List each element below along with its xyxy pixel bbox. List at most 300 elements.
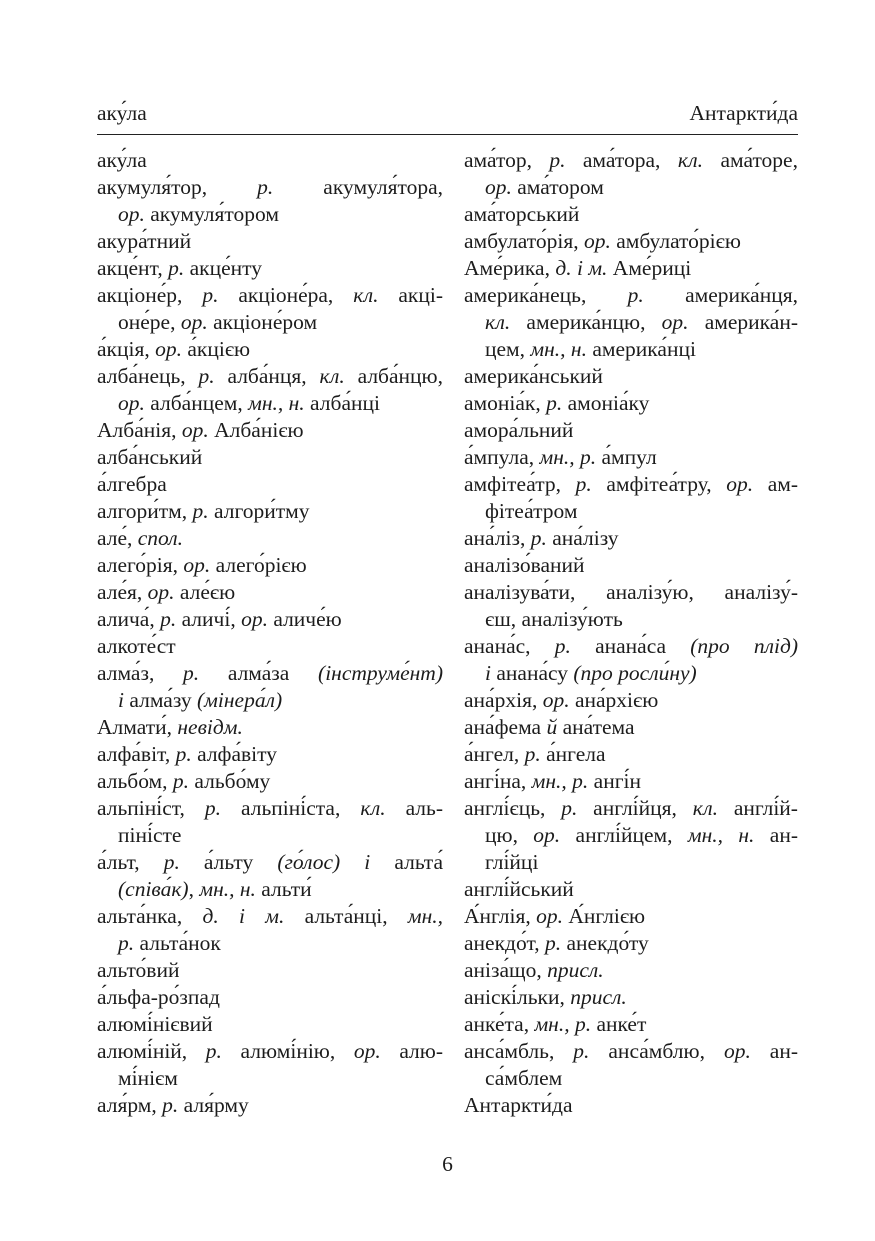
dictionary-entry bbox=[97, 255, 443, 282]
grammar-label: (про росли́ну) bbox=[573, 661, 697, 685]
text-run: а́кція, bbox=[97, 337, 156, 361]
text-run: альта́нок bbox=[134, 931, 221, 955]
grammar-label: р. bbox=[162, 1093, 179, 1117]
entry-line bbox=[464, 282, 798, 309]
dictionary-entry bbox=[464, 633, 798, 687]
text-run: аля́рм, bbox=[97, 1093, 163, 1117]
dictionary-entry bbox=[97, 174, 443, 228]
grammar-label: ор. bbox=[183, 553, 211, 577]
entry-line bbox=[97, 876, 443, 903]
text-run: , bbox=[188, 877, 200, 901]
text-run: алма́за bbox=[199, 661, 319, 685]
text-run: алгори́тм, bbox=[97, 499, 193, 523]
entry-line bbox=[97, 174, 443, 201]
grammar-label: кл. bbox=[319, 364, 345, 388]
dictionary-entry bbox=[464, 525, 798, 552]
text-run: акце́нту bbox=[184, 256, 262, 280]
text-run: аніскі́льки, bbox=[464, 985, 571, 1009]
grammar-label: мн., bbox=[407, 904, 444, 928]
grammar-label: присл. bbox=[547, 958, 604, 982]
text-run: аналізо́ваний bbox=[464, 553, 585, 577]
text-run: альпіні́ст, bbox=[97, 796, 205, 820]
text-run: а́лгебра bbox=[97, 472, 167, 496]
entry-line bbox=[97, 525, 443, 552]
dictionary-entry bbox=[464, 768, 798, 795]
entry-line bbox=[97, 1092, 443, 1119]
grammar-label: р. bbox=[168, 256, 185, 280]
grammar-label: ор. bbox=[726, 472, 754, 496]
dictionary-entry bbox=[97, 282, 443, 336]
grammar-label: (про плід) bbox=[690, 634, 798, 658]
text-run: акце́нт, bbox=[97, 256, 169, 280]
dictionary-entry bbox=[97, 795, 443, 849]
text-run: аку́ла bbox=[97, 148, 147, 172]
dictionary-entry bbox=[464, 552, 798, 579]
grammar-label: ор. bbox=[536, 904, 563, 928]
text-run: аналізува́ти, аналізу́ю, аналізу́- bbox=[464, 580, 798, 604]
dictionary-entry bbox=[97, 525, 443, 552]
text-run: ам- bbox=[753, 472, 798, 496]
text-run: амора́льний bbox=[464, 418, 574, 442]
entry-line bbox=[464, 795, 798, 822]
header-rule bbox=[97, 134, 798, 135]
grammar-label: і bbox=[364, 850, 371, 874]
grammar-label: ор. bbox=[353, 1039, 381, 1063]
grammar-label: мн., р. bbox=[531, 769, 589, 793]
entry-line bbox=[464, 1038, 798, 1065]
entry-line bbox=[97, 930, 443, 957]
grammar-label: ор. bbox=[118, 202, 145, 226]
grammar-label: р. bbox=[160, 607, 177, 631]
grammar-label: р. bbox=[198, 364, 215, 388]
text-run: алю- bbox=[380, 1039, 443, 1063]
text-run: мі́нієм bbox=[118, 1066, 178, 1090]
dictionary-entry bbox=[464, 228, 798, 255]
grammar-label: р. bbox=[627, 283, 644, 307]
dictionary-entry bbox=[97, 471, 443, 498]
text-run: Аме́риці bbox=[607, 256, 692, 280]
entry-line bbox=[464, 363, 798, 390]
grammar-label: ор. bbox=[181, 418, 209, 442]
entry-line bbox=[97, 147, 443, 174]
text-run: ама́тором bbox=[511, 175, 604, 199]
text-run: алкоте́ст bbox=[97, 634, 176, 658]
text-run: акумуля́тором bbox=[144, 202, 279, 226]
text-run: Аме́рика, bbox=[464, 256, 556, 280]
text-run: оне́ре, bbox=[118, 310, 181, 334]
grammar-label: кл. bbox=[692, 796, 718, 820]
entry-line bbox=[97, 1065, 443, 1092]
dictionary-entry bbox=[464, 390, 798, 417]
grammar-label: р. bbox=[546, 391, 563, 415]
text-run: акумуля́тора, bbox=[273, 175, 443, 199]
text-run: піні́сте bbox=[118, 823, 182, 847]
dictionary-entry bbox=[97, 606, 443, 633]
grammar-label: і bbox=[118, 688, 124, 712]
dictionary-entry bbox=[97, 498, 443, 525]
dictionary-entry bbox=[464, 714, 798, 741]
entry-line bbox=[464, 876, 798, 903]
entry-line bbox=[97, 255, 443, 282]
entry-line bbox=[464, 309, 798, 336]
text-run: аніза́що, bbox=[464, 958, 548, 982]
entry-line bbox=[97, 741, 443, 768]
entry-line bbox=[97, 390, 443, 417]
dictionary-entry bbox=[464, 687, 798, 714]
text-run bbox=[340, 850, 364, 874]
dictionary-entry bbox=[97, 147, 443, 174]
dictionary-entry bbox=[464, 1092, 798, 1119]
dictionary-entry bbox=[464, 255, 798, 282]
entry-line bbox=[97, 1011, 443, 1038]
entry-line bbox=[97, 984, 443, 1011]
entry-line bbox=[97, 444, 443, 471]
grammar-label: ор. bbox=[533, 823, 561, 847]
text-run: цем, bbox=[485, 337, 531, 361]
page-number: 6 bbox=[442, 1152, 453, 1176]
text-run: аль- bbox=[385, 796, 443, 820]
text-run: ама́торе, bbox=[703, 148, 798, 172]
text-run: алба́нський bbox=[97, 445, 203, 469]
entry-line bbox=[97, 606, 443, 633]
entry-line bbox=[464, 714, 798, 741]
grammar-label: (інструме́нт) bbox=[318, 661, 443, 685]
grammar-label: мн., н. bbox=[199, 877, 256, 901]
entry-line bbox=[464, 1092, 798, 1119]
text-run: а́нгел, bbox=[464, 742, 525, 766]
dictionary-entry bbox=[464, 147, 798, 201]
text-run: альти́ bbox=[255, 877, 312, 901]
entry-line bbox=[97, 363, 443, 390]
grammar-label: ор. bbox=[584, 229, 611, 253]
text-run: анса́мбль, bbox=[464, 1039, 574, 1063]
entry-line bbox=[97, 795, 443, 822]
entry-line bbox=[97, 849, 443, 876]
dictionary-entry bbox=[464, 957, 798, 984]
text-run: ама́тора, bbox=[565, 148, 678, 172]
text-run: са́мблем bbox=[485, 1066, 563, 1090]
grammar-label: р. bbox=[530, 526, 547, 550]
dictionary-entry bbox=[464, 1011, 798, 1038]
text-run: алюмі́нієвий bbox=[97, 1012, 213, 1036]
text-run: а́нгела bbox=[540, 742, 606, 766]
text-run: англі́йцем, bbox=[560, 823, 688, 847]
text-run: америка́нець, bbox=[464, 283, 628, 307]
dictionary-entry bbox=[464, 795, 798, 876]
entry-line bbox=[464, 822, 798, 849]
grammar-label: кл. bbox=[485, 310, 511, 334]
grammar-label: ор. bbox=[118, 391, 145, 415]
entry-line bbox=[97, 228, 443, 255]
text-run: А́нглія, bbox=[464, 904, 537, 928]
text-run: алба́нець, bbox=[97, 364, 199, 388]
text-run: акціоне́р, bbox=[97, 283, 203, 307]
entry-line bbox=[97, 336, 443, 363]
dictionary-entry bbox=[97, 660, 443, 714]
text-run: а́льфа-ро́зпад bbox=[97, 985, 220, 1009]
dictionary-entry bbox=[97, 741, 443, 768]
dictionary-entry bbox=[464, 201, 798, 228]
text-run: алюмі́ній, bbox=[97, 1039, 206, 1063]
grammar-label: ор. bbox=[485, 175, 512, 199]
text-run: а́мпул bbox=[596, 445, 657, 469]
entry-line bbox=[97, 660, 443, 687]
entry-line bbox=[464, 471, 798, 498]
dictionary-entry bbox=[97, 714, 443, 741]
dictionary-entry bbox=[464, 876, 798, 903]
dictionary-entry bbox=[97, 984, 443, 1011]
grammar-label: р. bbox=[163, 850, 180, 874]
text-run: англі́й- bbox=[718, 796, 798, 820]
text-run: алича́, bbox=[97, 607, 161, 631]
text-run: анса́мблю, bbox=[589, 1039, 724, 1063]
entry-line bbox=[464, 1065, 798, 1092]
grammar-label: кл. bbox=[360, 796, 386, 820]
entry-line bbox=[464, 255, 798, 282]
text-run: алгори́тму bbox=[208, 499, 310, 523]
dictionary-body bbox=[97, 147, 798, 1119]
text-run: ама́торський bbox=[464, 202, 580, 226]
text-run: але́єю bbox=[174, 580, 236, 604]
grammar-label: (співа́к) bbox=[118, 877, 189, 901]
dictionary-entry bbox=[97, 633, 443, 660]
text-run: ама́тор, bbox=[464, 148, 550, 172]
text-run: анекдо́т, bbox=[464, 931, 545, 955]
grammar-label: р. bbox=[554, 634, 571, 658]
entry-line bbox=[464, 201, 798, 228]
text-run: а́кцією bbox=[181, 337, 251, 361]
dictionary-entry bbox=[97, 1092, 443, 1119]
entry-line bbox=[97, 714, 443, 741]
grammar-label: р. bbox=[524, 742, 541, 766]
text-run: алба́нцю, bbox=[344, 364, 443, 388]
grammar-label: кл. bbox=[353, 283, 379, 307]
text-run: Алмати́, bbox=[97, 715, 178, 739]
dictionary-entry bbox=[464, 930, 798, 957]
text-run: альто́вий bbox=[97, 958, 180, 982]
grammar-label: невідм. bbox=[177, 715, 243, 739]
dictionary-entry bbox=[464, 363, 798, 390]
text-run: анке́т bbox=[591, 1012, 647, 1036]
entry-line bbox=[464, 633, 798, 660]
entry-line bbox=[464, 417, 798, 444]
text-run: аличі́, bbox=[176, 607, 242, 631]
grammar-label: (мінера́л) bbox=[197, 688, 283, 712]
text-run: альбо́м, bbox=[97, 769, 173, 793]
grammar-label: д. і м. bbox=[202, 904, 285, 928]
text-run: акці- bbox=[378, 283, 443, 307]
dictionary-entry bbox=[464, 984, 798, 1011]
dictionary-entry bbox=[464, 417, 798, 444]
dictionary-entry bbox=[464, 579, 798, 633]
text-run: анана́са bbox=[570, 634, 691, 658]
dictionary-entry bbox=[464, 282, 798, 363]
entry-line bbox=[464, 903, 798, 930]
grammar-label: мн., р. bbox=[539, 445, 597, 469]
text-run: альта́нці, bbox=[284, 904, 408, 928]
grammar-label: р. bbox=[575, 472, 592, 496]
entry-line bbox=[464, 525, 798, 552]
text-run: ана́лізу bbox=[546, 526, 619, 550]
dictionary-entry bbox=[97, 903, 443, 957]
dictionary-entry bbox=[97, 363, 443, 417]
entry-line bbox=[464, 579, 798, 606]
text-run: акціоне́ра, bbox=[218, 283, 354, 307]
text-run: а́мпула, bbox=[464, 445, 540, 469]
entry-line bbox=[97, 471, 443, 498]
entry-line bbox=[97, 282, 443, 309]
grammar-label: д. і м. bbox=[555, 256, 608, 280]
grammar-label: спол. bbox=[137, 526, 184, 550]
text-run: акціоне́ром bbox=[207, 310, 318, 334]
grammar-label: ор. bbox=[180, 310, 208, 334]
text-run: ан- bbox=[750, 1039, 798, 1063]
entry-line bbox=[97, 822, 443, 849]
dictionary-entry bbox=[464, 444, 798, 471]
dictionary-entry bbox=[97, 228, 443, 255]
text-run: алма́зу bbox=[123, 688, 197, 712]
dictionary-entry bbox=[97, 849, 443, 903]
text-run: альпіні́ста, bbox=[221, 796, 361, 820]
text-run: а́льт, bbox=[97, 850, 164, 874]
dictionary-entry bbox=[464, 741, 798, 768]
text-run: фітеа́тром bbox=[485, 499, 578, 523]
grammar-label: мн., н. bbox=[687, 823, 755, 847]
dictionary-entry bbox=[97, 1011, 443, 1038]
dictionary-entry bbox=[97, 444, 443, 471]
entry-line bbox=[464, 660, 798, 687]
dictionary-entry bbox=[97, 552, 443, 579]
text-run: алма́з, bbox=[97, 661, 184, 685]
text-run: америка́нця, bbox=[643, 283, 798, 307]
text-run: ана́рхія, bbox=[464, 688, 543, 712]
text-run: єш, аналізу́ють bbox=[485, 607, 623, 631]
dictionary-entry bbox=[464, 471, 798, 525]
grammar-label: р. bbox=[118, 931, 135, 955]
text-run: америка́нці bbox=[586, 337, 696, 361]
running-head-right-word: Антаркти́да bbox=[689, 101, 798, 125]
dictionary-entry bbox=[97, 768, 443, 795]
dictionary-entry bbox=[97, 579, 443, 606]
column-left bbox=[97, 147, 443, 1119]
entry-line bbox=[97, 1038, 443, 1065]
grammar-label: ор. bbox=[241, 607, 268, 631]
dictionary-entry bbox=[464, 1038, 798, 1092]
text-run: ан- bbox=[754, 823, 798, 847]
entry-line bbox=[464, 930, 798, 957]
grammar-label: ор. bbox=[661, 310, 689, 334]
text-run: америка́нцю, bbox=[510, 310, 662, 334]
text-run: алфа́віт, bbox=[97, 742, 176, 766]
grammar-label: (го́лос) bbox=[277, 850, 341, 874]
grammar-label: р. bbox=[549, 148, 566, 172]
text-run: амоніа́ку bbox=[562, 391, 650, 415]
entry-line bbox=[97, 552, 443, 579]
grammar-label: р. bbox=[561, 796, 578, 820]
text-run: а́льту bbox=[179, 850, 278, 874]
entry-line bbox=[464, 741, 798, 768]
text-run: акура́тний bbox=[97, 229, 192, 253]
entry-line bbox=[97, 498, 443, 525]
text-run: ана́рхією bbox=[569, 688, 659, 712]
grammar-label: мн., н. bbox=[248, 391, 305, 415]
text-run: ангі́на, bbox=[464, 769, 532, 793]
entry-line bbox=[97, 309, 443, 336]
entry-line bbox=[464, 1011, 798, 1038]
dictionary-entry bbox=[97, 957, 443, 984]
text-run: алба́нці bbox=[304, 391, 380, 415]
entry-line bbox=[97, 201, 443, 228]
entry-line bbox=[97, 633, 443, 660]
text-run: алба́нця, bbox=[214, 364, 320, 388]
text-run: альбо́му bbox=[189, 769, 271, 793]
entry-line bbox=[464, 687, 798, 714]
dictionary-entry bbox=[464, 903, 798, 930]
text-run: англі́йський bbox=[464, 877, 574, 901]
grammar-label: р. bbox=[172, 769, 190, 793]
entry-line bbox=[97, 417, 443, 444]
text-run: ангі́н bbox=[588, 769, 642, 793]
grammar-label: р. bbox=[183, 661, 200, 685]
grammar-label: ор. bbox=[723, 1039, 751, 1063]
text-run: амбулато́рією bbox=[610, 229, 741, 253]
text-run: Алба́нія, bbox=[97, 418, 182, 442]
text-run: але́я, bbox=[97, 580, 148, 604]
running-head bbox=[97, 101, 798, 125]
text-run: аличе́ю bbox=[267, 607, 342, 631]
grammar-label: кл. bbox=[677, 148, 704, 172]
text-run: альта́ bbox=[370, 850, 444, 874]
text-run: аля́рму bbox=[178, 1093, 249, 1117]
text-run: амфітеа́тру, bbox=[591, 472, 727, 496]
entry-line bbox=[464, 228, 798, 255]
grammar-label: р. bbox=[257, 175, 274, 199]
entry-line bbox=[464, 336, 798, 363]
entry-line bbox=[464, 174, 798, 201]
text-run: анке́та, bbox=[464, 1012, 535, 1036]
text-run: алфа́віту bbox=[191, 742, 278, 766]
grammar-label: ор. bbox=[542, 688, 570, 712]
entry-line bbox=[464, 444, 798, 471]
text-run: акумуля́тор, bbox=[97, 175, 258, 199]
entry-line bbox=[464, 552, 798, 579]
text-run: америка́н- bbox=[688, 310, 798, 334]
grammar-label: р. bbox=[205, 1039, 222, 1063]
text-run: але́, bbox=[97, 526, 138, 550]
grammar-label: р. bbox=[175, 742, 192, 766]
text-run: анекдо́ту bbox=[561, 931, 649, 955]
page-footer bbox=[97, 1152, 798, 1177]
text-run: анана́су bbox=[490, 661, 574, 685]
entry-line bbox=[464, 849, 798, 876]
text-run: америка́нський bbox=[464, 364, 603, 388]
text-run: алба́нцем, bbox=[144, 391, 249, 415]
text-run: ана́тема bbox=[557, 715, 635, 739]
text-run: англі́єць, bbox=[464, 796, 562, 820]
grammar-label: р. bbox=[192, 499, 209, 523]
grammar-label: мн., н. bbox=[530, 337, 587, 361]
entry-line bbox=[97, 579, 443, 606]
entry-line bbox=[97, 768, 443, 795]
entry-line bbox=[464, 957, 798, 984]
text-run: анана́с, bbox=[464, 634, 555, 658]
text-run: алего́рією bbox=[210, 553, 307, 577]
entry-line bbox=[97, 687, 443, 714]
text-run: А́нглією bbox=[562, 904, 646, 928]
text-run: амфітеа́тр, bbox=[464, 472, 576, 496]
entry-line bbox=[464, 390, 798, 417]
text-run: Антаркти́да bbox=[464, 1093, 573, 1117]
